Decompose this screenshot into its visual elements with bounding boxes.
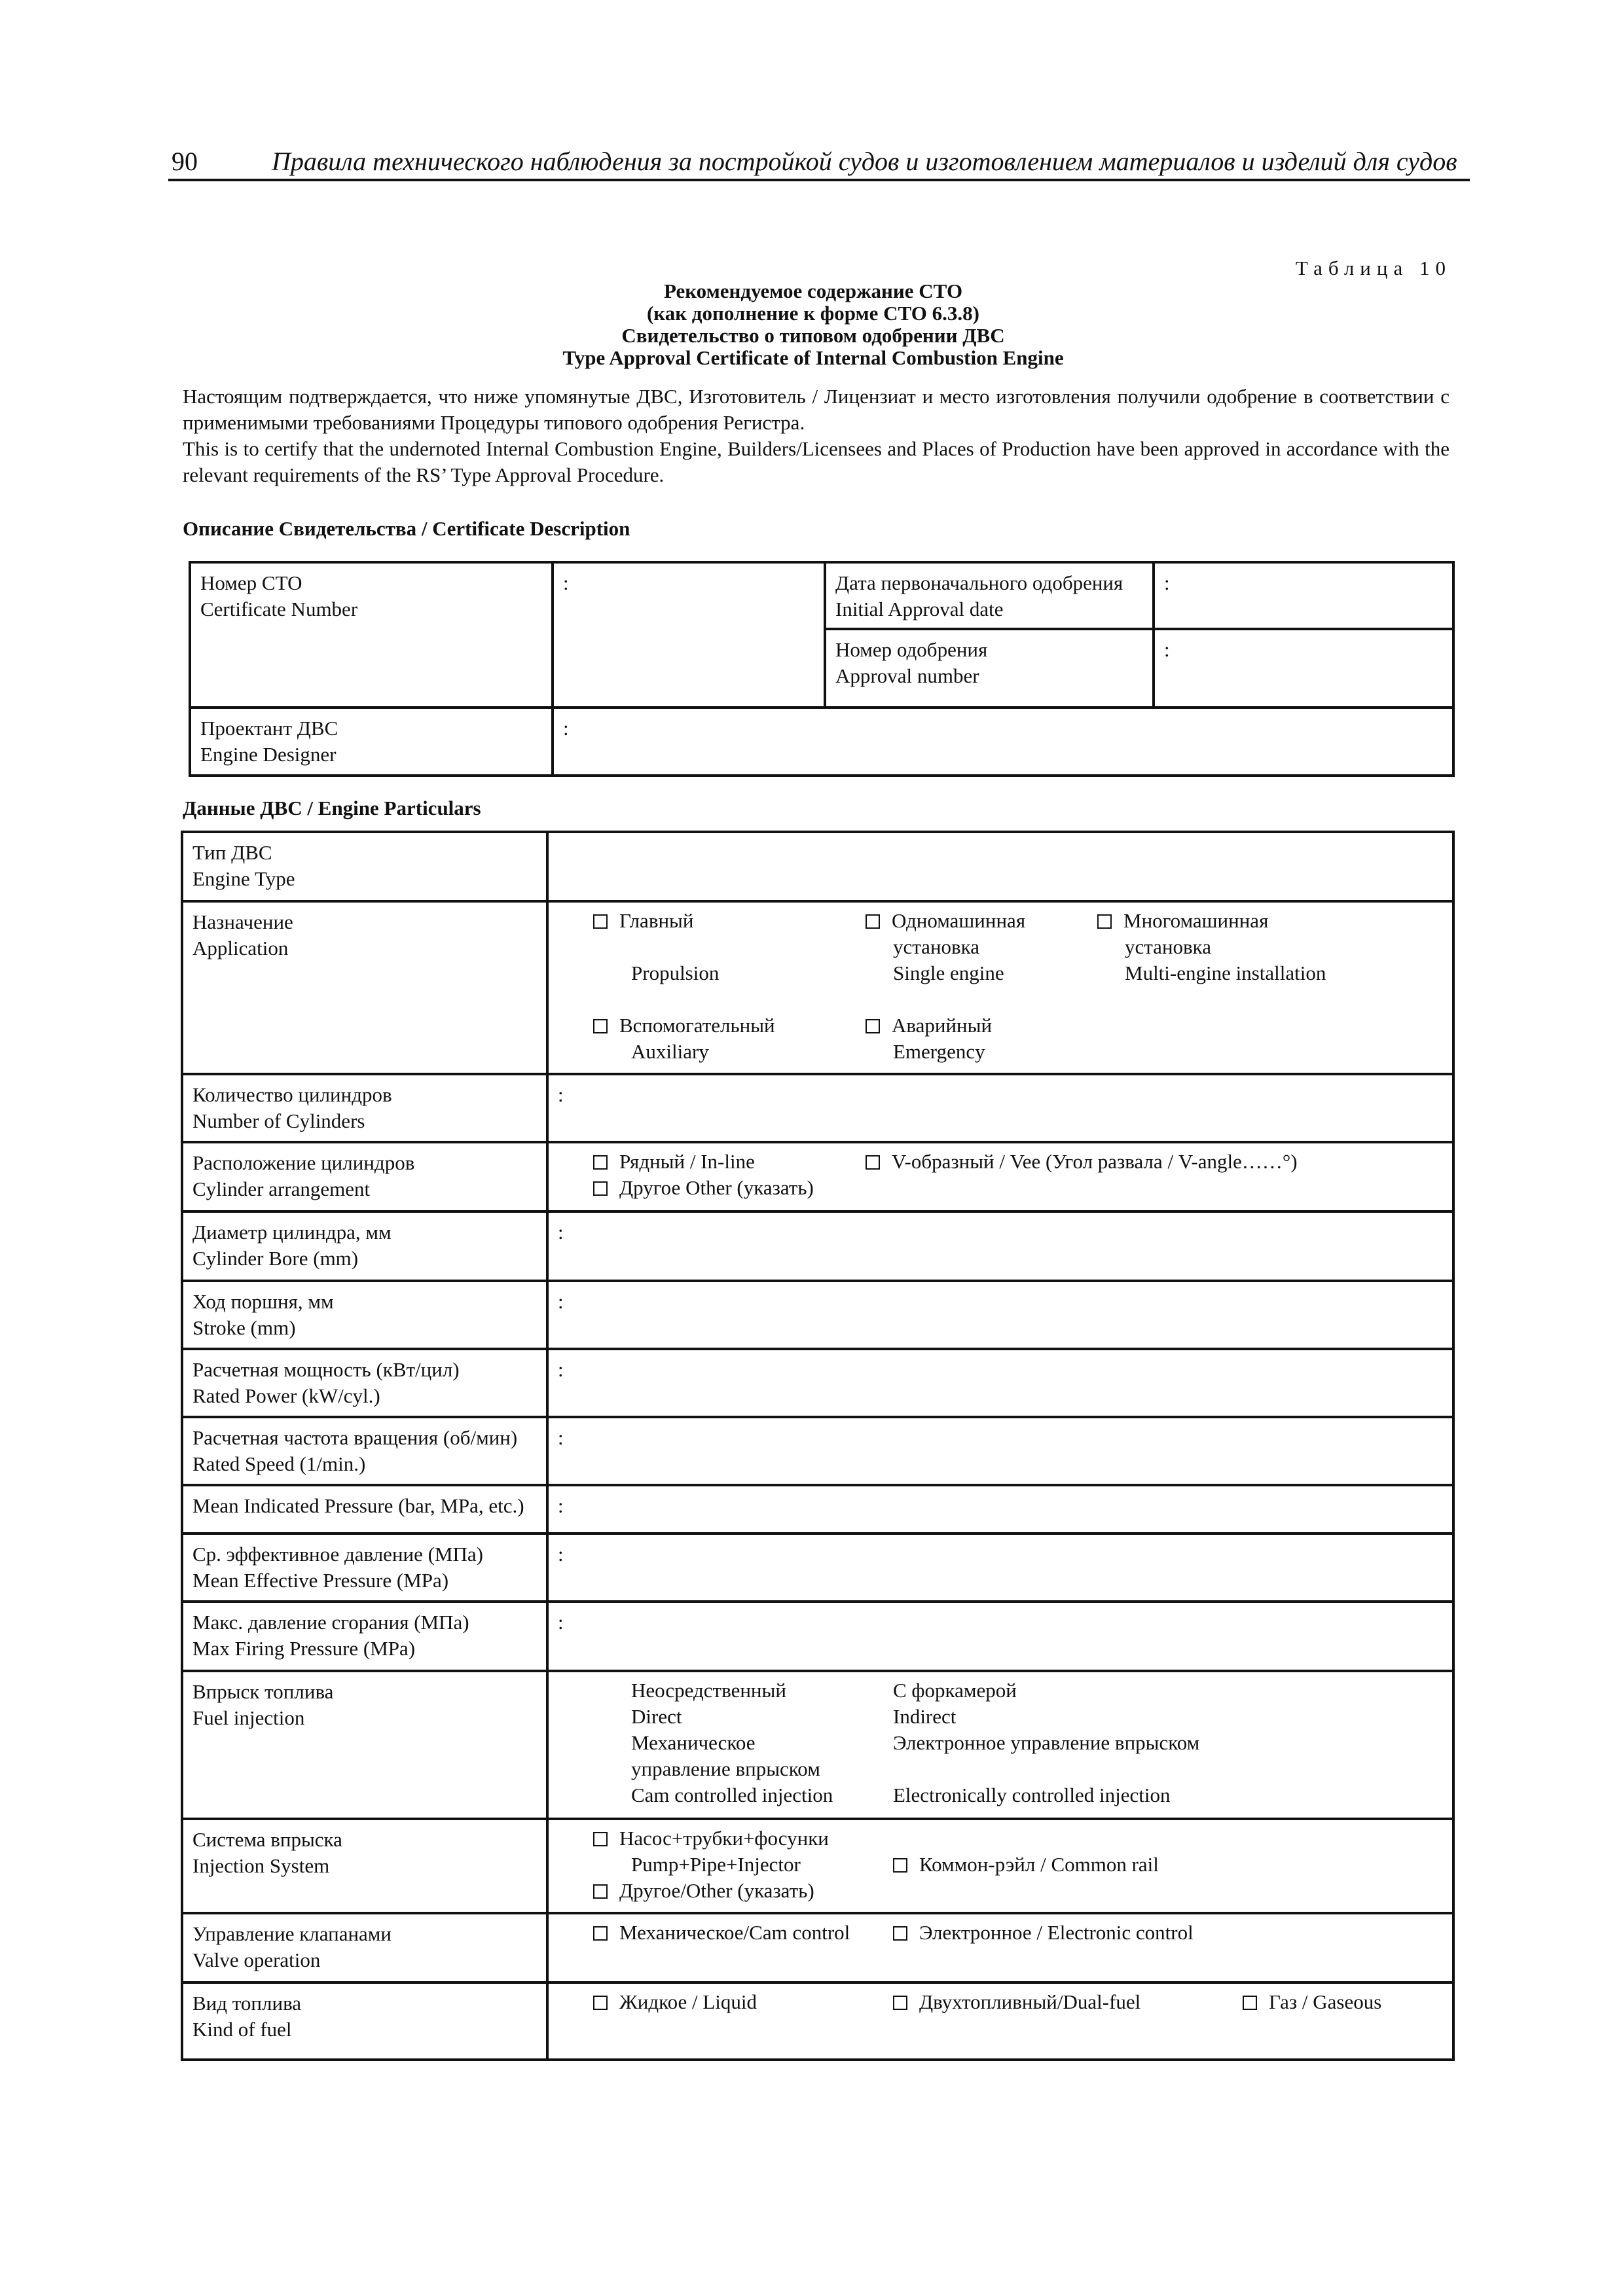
fi-direct-option[interactable]: Неосредственный Direct Механическое управление впрыском Cam controlled injection	[631, 1679, 833, 1806]
stroke-label: Ход поршня, мм Stroke (mm)	[182, 1281, 547, 1349]
certificate-table	[189, 561, 1455, 777]
engine-designer-field[interactable]: :	[553, 708, 1453, 776]
is-pump-option[interactable]: Насос+трубки+фосунки Pump+Pipe+Injector	[593, 1825, 829, 1878]
cert-number-field[interactable]: :	[553, 562, 825, 708]
cylinders-label: Количество цилиндров Number of Cylinders	[182, 1074, 547, 1142]
checkbox-icon[interactable]	[893, 1926, 907, 1941]
fuel-injection-label: Впрыск топлива Fuel injection	[182, 1671, 547, 1819]
app-emergency-option[interactable]: Аварийный Emergency	[866, 1013, 992, 1065]
engine-section-heading: Данные ДВС / Engine Particulars	[183, 797, 481, 819]
header-rule	[168, 179, 1470, 181]
power-field[interactable]: :	[547, 1349, 1453, 1417]
stroke-field[interactable]: :	[547, 1281, 1453, 1349]
checkbox-icon[interactable]	[593, 914, 608, 929]
injection-system-options	[547, 1819, 1453, 1913]
intro-ru: Настоящим подтверждается, что ниже упомянутые ДВС, Изготовитель / Лицензиат и место изготовления получили одобрение в соответствии с применимыми требованиями Процедуры типового одобрения Регистра.	[183, 385, 1450, 434]
checkbox-icon[interactable]	[1097, 914, 1112, 929]
table-row	[182, 1534, 1453, 1602]
app-propulsion-option[interactable]: Главный Propulsion	[593, 908, 719, 986]
valve-options	[547, 1913, 1453, 1982]
mep-label: Ср. эффективное давление (МПа) Mean Effective Pressure (MPa)	[182, 1534, 547, 1602]
checkbox-icon[interactable]	[593, 1926, 608, 1941]
cert-section-heading: Описание Свидетельства / Certificate Description	[183, 517, 630, 540]
power-label: Расчетная мощность (кВт/цил) Rated Power (kW/cyl.)	[182, 1349, 547, 1417]
fuel-kind-options	[547, 1982, 1453, 2060]
valve-label: Управление клапанами Valve operation	[182, 1913, 547, 1982]
table-row	[182, 1281, 1453, 1349]
checkbox-icon[interactable]	[866, 1155, 880, 1170]
arr-other-option[interactable]: Другое Other (указать)	[593, 1175, 814, 1201]
table-row	[182, 1417, 1453, 1485]
pmax-label: Макс. давление сгорания (МПа) Max Firing Pressure (MPa)	[182, 1602, 547, 1671]
fuel-dual-option[interactable]: Двухтопливный/Dual-fuel	[893, 1989, 1140, 2015]
intro-en: This is to certify that the undernoted Internal Combustion Engine, Builders/Licensees and Places of Production have been approved in accordance with the relevant requirements of the RS’ Type Approval Procedure.	[183, 437, 1450, 486]
running-title: Правила технического наблюдения за постройкой судов и изготовлением материалов и изделий для судов	[272, 147, 1457, 176]
form-title	[172, 280, 1455, 369]
checkbox-icon[interactable]	[593, 1884, 608, 1899]
table-row	[182, 1819, 1453, 1913]
engine-table	[181, 831, 1455, 2061]
table-row	[182, 1485, 1453, 1534]
checkbox-icon[interactable]	[593, 1019, 608, 1033]
app-auxiliary-option[interactable]: Вспомогательный Auxiliary	[593, 1013, 775, 1065]
checkbox-icon[interactable]	[893, 1996, 907, 2010]
speed-label: Расчетная частота вращения (об/мин) Rated Speed (1/min.)	[182, 1417, 547, 1485]
approval-number-label: Номер одобрения Approval number	[825, 629, 1154, 708]
arr-vee-option[interactable]: V-образный / Vee (Угол развала / V-angle……°)	[866, 1149, 1298, 1175]
table-row	[182, 1671, 1453, 1819]
engine-type-label: Тип ДВС Engine Type	[182, 832, 547, 901]
approval-number-field[interactable]: :	[1154, 629, 1453, 708]
valve-electronic-option[interactable]: Электронное / Electronic control	[893, 1920, 1194, 1946]
table-row	[182, 1349, 1453, 1417]
injection-system-label: Система впрыска Injection System	[182, 1819, 547, 1913]
application-options	[547, 901, 1453, 1074]
fuel-gas-option[interactable]: Газ / Gaseous	[1243, 1989, 1381, 2015]
app-single-engine-option[interactable]: Одномашинная установка Single engine	[866, 908, 1025, 986]
mip-label: Mean Indicated Pressure (bar, MPa, etc.)	[182, 1485, 547, 1534]
fi-indirect-option[interactable]: С форкамерой Indirect Электронное управление впрыском Electronically controlled injection	[893, 1679, 1200, 1806]
table-label: Таблица 10	[1295, 257, 1451, 279]
checkbox-icon[interactable]	[866, 1019, 880, 1033]
fuel-injection-options	[547, 1671, 1453, 1819]
table-row	[182, 1982, 1453, 2060]
page-number: 90	[172, 147, 198, 176]
arr-inline-option[interactable]: Рядный / In-line	[593, 1149, 755, 1175]
bore-label: Диаметр цилиндра, мм Cylinder Bore (mm)	[182, 1211, 547, 1281]
bore-field[interactable]: :	[547, 1211, 1453, 1281]
initial-date-field[interactable]: :	[1154, 562, 1453, 629]
title-line-3: Свидетельство о типовом одобрении ДВС	[621, 324, 1005, 347]
arrangement-label: Расположение цилиндров Cylinder arrangement	[182, 1142, 547, 1211]
table-row	[182, 1211, 1453, 1281]
application-label: Назначение Application	[182, 901, 547, 1074]
valve-cam-option[interactable]: Механическое/Cam control	[593, 1920, 850, 1946]
is-common-rail-option[interactable]: Коммон-рэйл / Common rail	[893, 1852, 1159, 1878]
mep-field[interactable]: :	[547, 1534, 1453, 1602]
arrangement-options	[547, 1142, 1453, 1211]
table-row	[182, 832, 1453, 901]
table-row	[182, 1142, 1453, 1211]
checkbox-icon[interactable]	[893, 1858, 907, 1873]
table-row	[182, 1913, 1453, 1982]
engine-type-field[interactable]	[547, 832, 1453, 901]
intro-text	[183, 384, 1450, 488]
checkbox-icon[interactable]	[593, 1155, 608, 1170]
fuel-kind-label: Вид топлива Kind of fuel	[182, 1982, 547, 2060]
title-line-2: (как дополнение к форме СТО 6.3.8)	[646, 302, 979, 325]
table-row	[182, 901, 1453, 1074]
cylinders-field[interactable]: :	[547, 1074, 1453, 1142]
checkbox-icon[interactable]	[866, 914, 880, 929]
checkbox-icon[interactable]	[593, 1832, 608, 1846]
title-line-1: Рекомендуемое содержание СТО	[663, 279, 963, 302]
checkbox-icon[interactable]	[593, 1181, 608, 1196]
table-row	[182, 1074, 1453, 1142]
fuel-liquid-option[interactable]: Жидкое / Liquid	[593, 1989, 757, 2015]
is-other-option[interactable]: Другое/Other (указать)	[593, 1878, 814, 1904]
speed-field[interactable]: :	[547, 1417, 1453, 1485]
checkbox-icon[interactable]	[1243, 1996, 1257, 2010]
cert-number-label: Номер СТО Certificate Number	[190, 562, 553, 708]
title-line-4: Type Approval Certificate of Internal Combustion Engine	[562, 346, 1064, 369]
mip-field[interactable]: :	[547, 1485, 1453, 1534]
app-multi-engine-option[interactable]: Многомашинная установка Multi-engine installation	[1097, 908, 1326, 986]
table-row	[182, 1602, 1453, 1671]
checkbox-icon[interactable]	[593, 1996, 608, 2010]
initial-date-label: Дата первоначального одобрения Initial Approval date	[825, 562, 1154, 629]
engine-designer-label: Проектант ДВС Engine Designer	[190, 708, 553, 776]
pmax-field[interactable]: :	[547, 1602, 1453, 1671]
